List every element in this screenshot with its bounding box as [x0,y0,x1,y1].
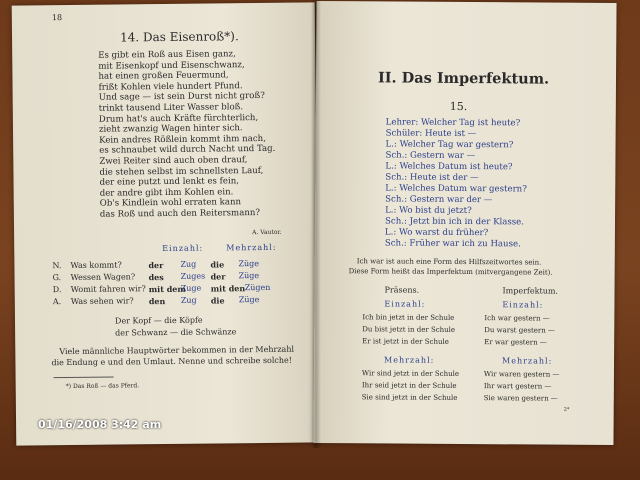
sg-article: der [148,260,164,271]
poem-line: es schnaubet wild durch Nacht und Tag. [99,144,276,157]
case-label: G. [52,273,62,283]
case-question: Was sehen wir? [70,296,134,306]
section-number: 15. [449,99,468,114]
dialogue-line: Schüler: Heute ist — [385,128,477,140]
poem-title: 14. Das Eisenroß*). [119,29,239,45]
poem-line: Und sage — ist sein Durst nicht groß? [98,91,265,104]
dialogue-line: L.: Welcher Tag war gestern? [385,139,514,151]
einzahl-heading: Einzahl: [384,299,426,309]
dialogue-line: L.: Wo warst du früher? [384,227,489,239]
poem-line: der eine putzt und lenkt es fein, [99,176,240,188]
poem-body [98,49,276,220]
dialogue-line: Sch.: Heute ist der — [385,172,479,184]
poem-line: Ob's Kindlein wohl erraten kann [99,197,242,209]
page-number: 18 [51,13,63,23]
mehrzahl-heading: Mehrzahl: [384,355,435,365]
einzahl-heading: Einzahl: [502,300,544,310]
poem-line: frißt Kohlen viele hundert Pfund. [98,80,243,93]
sg-noun: Zug [180,295,197,305]
einzahl-heading: Einzahl: [162,243,204,254]
sg-noun: Zuge [180,283,202,293]
poem-line: hat einen großen Feuermund, [98,70,229,82]
dialogue-line: L.: Welches Datum war gestern? [385,183,527,195]
left-page [12,2,320,445]
imperfect-form: Ich war gestern — [484,314,550,323]
camera-timestamp: 01/16/2008 3:42 am [38,418,162,431]
case-question: Was kommt? [70,260,122,270]
case-question: Womit fahren wir? [70,284,146,294]
footnote: *) Das Roß — das Pferd. [65,382,140,391]
dialogue-line: L.: Welches Datum ist heute? [385,161,513,173]
footnote-divider [54,377,114,379]
rule-text: Viele männliche Hauptwörter bekommen in der Mehrzahl [59,344,295,357]
sg-noun: Zuges [180,271,206,281]
plural-example: der Schwanz — die Schwänze [115,327,237,338]
poem-line: Drum hat's auch Kräfte fürchterlich, [98,112,259,125]
pl-noun: Züge [238,259,260,269]
dialogue-line: Lehrer: Welcher Tag ist heute? [385,117,521,129]
dialogue-line: L.: Wo bist du jetzt? [385,205,472,217]
mehrzahl-heading: Mehrzahl: [502,356,553,366]
present-form: Sie sind jetzt in der Schule [361,393,458,402]
dialogue-line: Sch.: Gestern war der — [385,194,493,206]
poem-author: A. Vautor. [252,228,282,237]
rule-text: die Endung e und den Umlaut. Nenne und schreibe solche! [51,355,293,368]
case-label: D. [52,285,62,295]
right-page [313,1,616,445]
book-gutter [311,0,321,448]
sg-article: mit dem [148,283,186,295]
pl-article: mit den [210,283,246,294]
imperfect-form: Ihr wart gestern — [483,382,552,391]
present-form: Du bist jetzt in der Schule [362,325,456,334]
praesens-heading: Präsens. [384,285,420,295]
dialogue-line: Sch.: Gestern war — [385,150,476,162]
present-form: Wir sind jetzt in der Schule [361,369,460,378]
poem-line: die stehen selbst im schnellsten Lauf, [99,165,264,178]
explanation-text: Ich war ist auch eine Form des Hilfszeitwortes sein. [356,257,542,267]
case-label: A. [52,297,62,307]
pl-noun: Züge [238,295,260,305]
present-form: Er ist jetzt in der Schule [362,337,449,346]
case-label: N. [52,261,62,271]
pl-noun: Zügen [244,282,271,293]
poem-line: Kein andres Rößlein kommt ihm nach, [99,133,266,146]
present-form: Ihr seid jetzt in der Schule [361,381,457,390]
poem-line: das Roß und auch den Reitersmann? [99,207,261,220]
plural-example: Der Kopf — die Köpfe [114,315,203,326]
imperfect-form: Du warst gestern — [484,326,556,335]
pl-article: die [210,259,225,270]
poem-line: Es gibt ein Roß aus Eisen ganz, [98,49,236,61]
sg-article: des [148,272,164,283]
pl-article: der [210,271,226,282]
imperfect-form: Er war gestern — [484,338,547,347]
imperfect-form: Sie waren gestern — [483,394,558,403]
imperfektum-heading: Imperfektum. [502,286,559,296]
signature-mark: 2* [563,406,570,413]
poem-line: der andre gibt ihm Kohlen ein. [99,187,234,199]
sg-noun: Zug [180,259,197,269]
pl-noun: Züge [238,271,260,281]
pl-article: die [210,295,225,306]
sg-article: den [148,296,166,307]
poem-line: zieht zwanzig Wagen hinter sich. [98,123,243,135]
case-question: Wessen Wagen? [70,272,136,282]
poem-line: Zwei Reiter sind auch oben drauf, [99,155,248,167]
explanation-text: Diese Form heißt das Imperfektum (mitvergangene Zeit). [348,267,553,277]
mehrzahl-heading: Mehrzahl: [226,242,277,253]
dialogue-line: Sch.: Jetzt bin ich in der Klasse. [384,216,525,228]
imperfect-form: Wir waren gestern — [483,370,560,379]
present-form: Ich bin jetzt in der Schule [362,313,455,322]
poem-line: trinkt tausend Liter Wasser bloß. [98,102,244,114]
dialogue-line: Sch.: Früher war ich zu Hause. [384,238,521,250]
chapter-title: II. Das Imperfektum. [377,69,550,88]
poem-line: mit Eisenkopf und Eisenschwanz, [98,59,245,72]
